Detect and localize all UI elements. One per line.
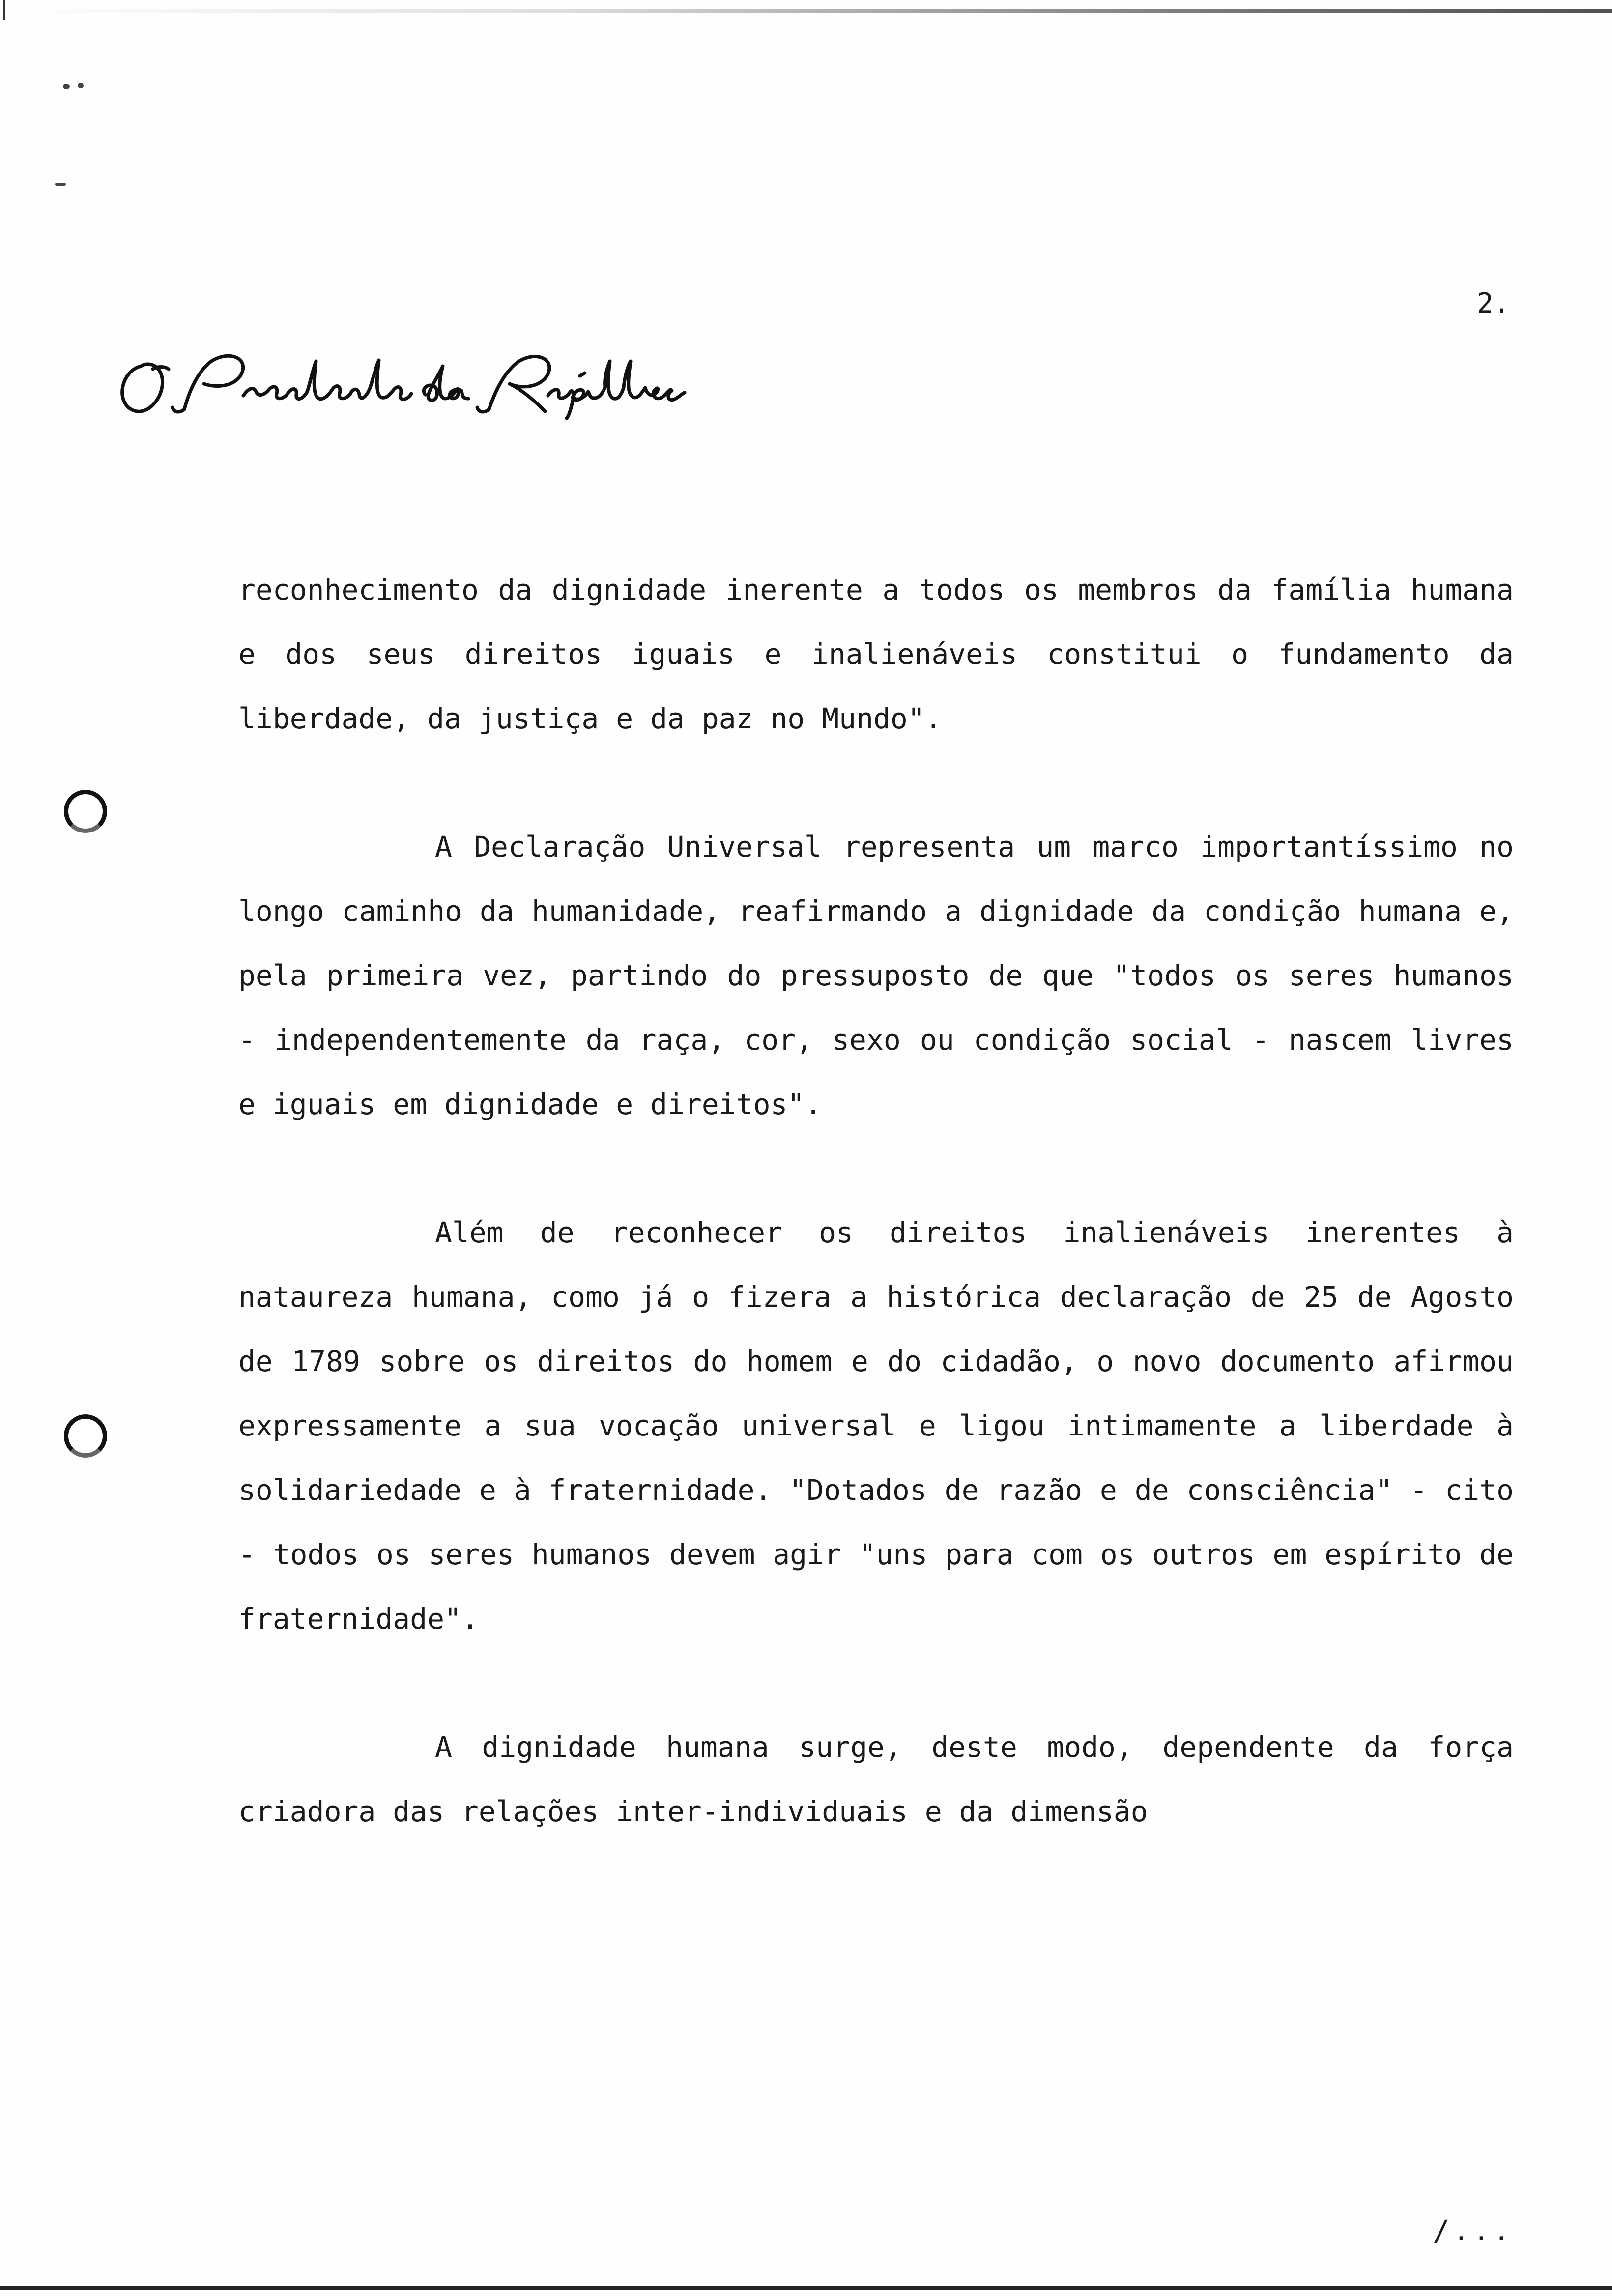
paragraph: reconhecimento da dignidade inerente a todos os membros da família humana e dos seus direitos iguais e inalienáveis constitui o fundamento da liberdade, da justiça e da paz no Mundo". (238, 573, 1514, 735)
punch-hole (64, 790, 107, 833)
scan-speck (63, 84, 70, 89)
scan-edge-bottom (0, 2286, 1612, 2290)
paragraph: Além de reconhecer os direitos inalienáveis inerentes à nataureza humana, como já o fizera a histórica declaração de 25 de Agosto de 1789 sobre os direitos do homem e do cidadão, o novo documento afirmou expressamente a sua vocação universal e ligou intimamente a liberdade à solidariedade e à fraternidade. "Dotados de razão e de consciência" - cito - todos os seres humanos devem agir "uns para com os outros em espírito de fraternidade". (238, 1216, 1514, 1636)
paragraph: A Declaração Universal representa um marco importantíssimo no longo caminho da humanidade, reafirmando a dignidade da condição humana e, pela primeira vez, partindo do pressuposto de que "todos os seres humanos - independentemente da raça, cor, sexo ou condição social - nascem livres e iguais em dignidade e direitos". (238, 830, 1514, 1121)
scan-mark-left (3, 0, 5, 20)
letter-body (238, 558, 1514, 1908)
scan-edge-top (0, 9, 1612, 13)
letterhead-text: O Presidente da República (111, 346, 116, 347)
paragraph: A dignidade humana surge, deste modo, dependente da força criadora das relações inter-individuais e da dimensão (238, 1730, 1514, 1828)
scan-speck (78, 83, 84, 88)
continuation-mark: /... (1433, 2214, 1513, 2247)
letterhead-script (111, 346, 691, 420)
scan-speck (55, 183, 66, 186)
punch-hole (64, 1414, 107, 1458)
page-number: 2. (1477, 287, 1510, 319)
